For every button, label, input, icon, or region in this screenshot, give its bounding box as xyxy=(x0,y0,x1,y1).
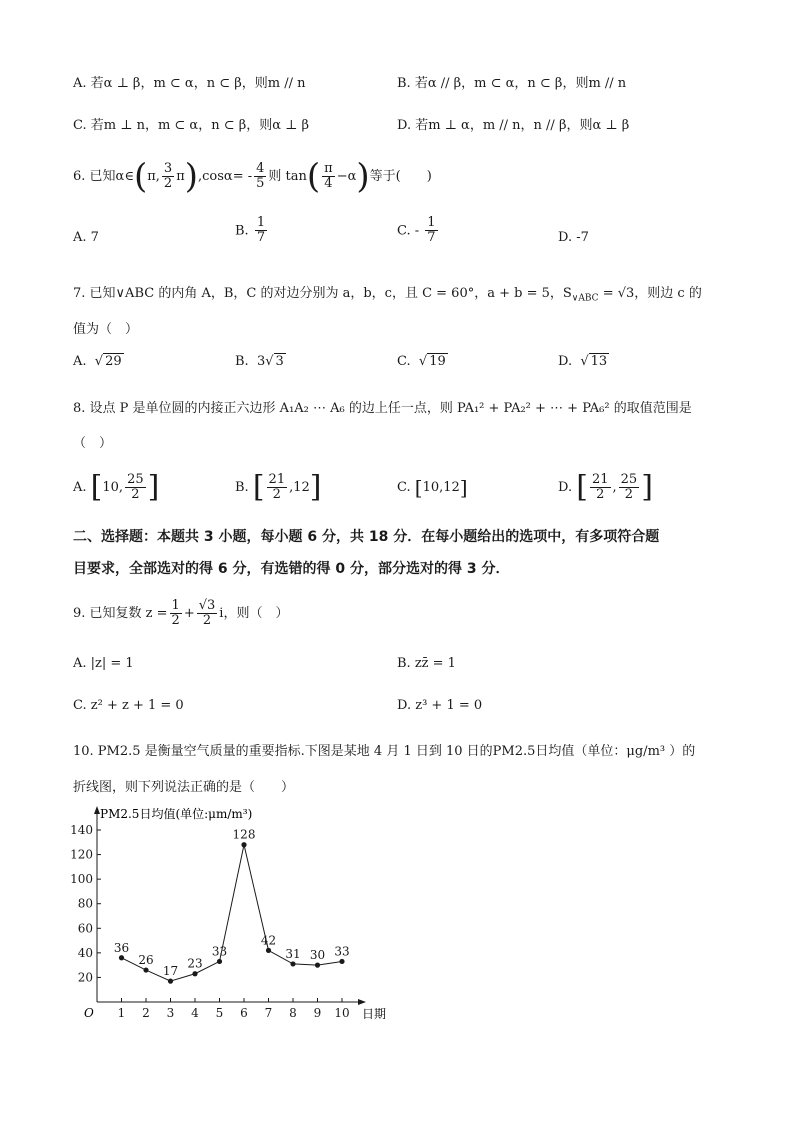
q6-stem xyxy=(73,154,432,200)
q8-d-fraction2 xyxy=(619,473,640,503)
q6-fraction-3-2 xyxy=(162,162,174,192)
q6-f1-den: 2 xyxy=(163,176,173,191)
x-tick-label: 9 xyxy=(313,1006,322,1020)
q8-c-bracket-close: ] xyxy=(459,475,468,500)
chart-series xyxy=(114,828,350,984)
q7-d-val: 13 xyxy=(590,354,608,369)
q8-d-bracket-close: ] xyxy=(641,469,653,505)
q7-line1-text: 7. 已知∨ABC 的内角 A，B，C 的对边分别为 a，b，c，且 C = 60°，a + b = 5，S xyxy=(73,286,572,301)
q8-option-c xyxy=(397,466,468,510)
q8-stem-line2: （ ） xyxy=(73,436,113,451)
y-tick-label: 40 xyxy=(77,945,93,960)
q7-a-val: 29 xyxy=(105,354,122,369)
q6-option-d: D. -7 xyxy=(558,230,589,245)
q7-b-pre: 3 xyxy=(256,354,266,369)
chart-axes xyxy=(94,806,366,1005)
q8-stem-line1: 8. 设点 P 是单位圆的内接正六边形 A₁A₂ ⋯ A₆ 的边上任一点，则 PA₁² + PA₂² + ⋯ + PA₆² 的取值范围是 xyxy=(73,401,692,416)
q6-c-fraction xyxy=(425,216,437,246)
q6-f1-after: π xyxy=(176,169,185,184)
q6-f1-num: 3 xyxy=(163,160,173,176)
data-label: 36 xyxy=(113,940,130,955)
q8-c-val: 10,12 xyxy=(422,480,460,495)
y-tick-label: 140 xyxy=(70,823,93,837)
q6-minus-alpha: −α xyxy=(336,169,357,184)
q5-option-a: A. 若α ⊥ β，m ⊂ α，n ⊂ β，则m // n xyxy=(73,76,306,91)
data-label: 33 xyxy=(211,944,228,959)
q8-b-right: ,12 xyxy=(289,480,310,495)
y-tick-label: 60 xyxy=(77,921,93,936)
q7-b-label: B. xyxy=(235,354,249,369)
data-label: 128 xyxy=(232,827,256,842)
q9-prefix: 9. 已知复数 z = xyxy=(73,606,168,621)
q6-b-fraction xyxy=(255,216,267,246)
q5-option-c: C. 若m ⊥ n，m ⊂ α，n ⊂ β，则α ⊥ β xyxy=(73,118,310,133)
x-tick-label: 10 xyxy=(334,1006,350,1020)
q8-b-bracket-open: [ xyxy=(252,469,265,505)
q6-prefix: 6. 已知α∈ xyxy=(73,169,134,184)
q8-d-fraction1 xyxy=(590,473,611,503)
q7-d-label: D. xyxy=(558,354,573,369)
data-point xyxy=(315,963,320,968)
q8-a-num: 25 xyxy=(127,471,144,487)
q9-option-a: A. |z| = 1 xyxy=(73,656,134,671)
q6-c-label: C. - xyxy=(397,223,420,239)
data-label: 23 xyxy=(187,956,203,971)
q9-fraction-1-2 xyxy=(170,599,182,629)
q8-b-label: B. xyxy=(235,480,249,495)
q6-paren-close: ) xyxy=(184,156,198,197)
q7-stem-line1 xyxy=(73,282,702,304)
q7-option-a: A. √ 29 xyxy=(73,354,122,369)
x-tick-label: 6 xyxy=(240,1006,248,1020)
q6-fraction-4-5 xyxy=(254,162,266,192)
q7-subscript: ∨ABC xyxy=(571,293,599,304)
q9-option-d: D. z³ + 1 = 0 xyxy=(397,698,483,713)
q7-stem-line2: 值为（ ） xyxy=(73,322,139,337)
q7-option-b: B. 3√ 3 xyxy=(235,354,284,369)
q6-f3-den: 4 xyxy=(324,176,333,191)
chart-origin-label: O xyxy=(84,1006,94,1020)
q6-interval-left: π, xyxy=(147,169,160,184)
data-label: 30 xyxy=(309,948,326,963)
q8-b-num: 21 xyxy=(268,471,286,487)
q9-stem xyxy=(73,594,288,634)
data-point xyxy=(143,967,148,972)
data-label: 26 xyxy=(138,953,154,968)
x-tick-label: 1 xyxy=(117,1006,126,1020)
q6-f2-den: 5 xyxy=(256,176,265,191)
q6-b-num: 1 xyxy=(256,215,266,230)
data-label: 17 xyxy=(162,964,179,979)
q8-option-a xyxy=(73,466,159,510)
q6-tan: 则 tan xyxy=(268,169,307,184)
data-label: 31 xyxy=(285,946,301,961)
pm25-line-chart xyxy=(60,800,400,1030)
q8-a-den: 2 xyxy=(131,487,140,502)
q7-b-val: 3 xyxy=(275,354,284,369)
q6-option-c xyxy=(397,216,440,246)
q6-fraction-pi-4 xyxy=(322,162,335,192)
q7-c-label: C. xyxy=(397,354,411,369)
q8-b-bracket-close: ] xyxy=(309,469,322,505)
q8-option-b xyxy=(235,466,322,510)
q6-paren2-open: ( xyxy=(306,156,321,197)
q7-a-label: A. xyxy=(73,354,87,369)
q6-b-den: 7 xyxy=(256,230,266,246)
q8-c-label: C. xyxy=(397,480,411,495)
data-point xyxy=(119,955,124,960)
x-tick-label: 3 xyxy=(166,1006,175,1020)
q6-c-den: 7 xyxy=(427,230,436,246)
q6-f2-num: 4 xyxy=(256,160,265,176)
q8-d-num1: 21 xyxy=(591,471,609,487)
data-point xyxy=(266,948,271,953)
section2-heading-line2: 目要求，全部选对的得 6 分，有选错的得 0 分，部分选对的得 3 分． xyxy=(73,561,510,577)
x-tick-label: 8 xyxy=(289,1006,297,1020)
data-label: 33 xyxy=(334,944,350,959)
q8-d-den1: 2 xyxy=(596,487,605,502)
data-label: 42 xyxy=(260,933,277,948)
q8-a-bracket-open: [ xyxy=(90,469,103,505)
x-tick-label: 4 xyxy=(191,1006,199,1020)
section2-heading-line1: 二、选择题：本题共 3 小题，每小题 6 分，共 18 分．在每小题给出的选项中，有多项符合题 xyxy=(73,529,660,545)
q6-f3-num: π xyxy=(324,160,333,176)
q8-a-label: A. xyxy=(73,480,87,495)
q8-option-d: D. [ $\frac{21}{2}$ , $\frac{25}{2}$ ] xyxy=(558,469,653,505)
x-axis-arrow xyxy=(358,999,366,1005)
q6-option-a: A. 7 xyxy=(73,230,99,245)
q9-suffix: i，则（ ） xyxy=(219,606,289,621)
data-point xyxy=(217,959,222,964)
data-point xyxy=(339,959,344,964)
q5-option-b: B. 若α // β，m ⊂ α，n ⊂ β，则m // n xyxy=(397,76,627,91)
q7-option-c: C. √ 19 xyxy=(397,354,446,369)
x-tick-label: 2 xyxy=(142,1006,150,1020)
q8-d-num2: 25 xyxy=(620,471,638,487)
q7-c-val: 19 xyxy=(429,354,446,369)
q6-b-label: B. xyxy=(235,223,249,239)
chart-title: PM2.5日均值(单位:μm/m³) xyxy=(100,807,253,821)
data-point xyxy=(168,979,173,984)
data-point xyxy=(241,842,246,847)
q9-f1-den: 2 xyxy=(171,613,180,628)
q6-cos: ,cosα= - xyxy=(198,169,253,184)
q8-b-fraction xyxy=(267,473,288,503)
q8-d-label: D. xyxy=(558,480,573,495)
q9-f2-den: 2 xyxy=(202,613,212,628)
y-tick-label: 80 xyxy=(77,896,93,911)
q7-option-d: D. √ 13 xyxy=(558,354,608,369)
y-tick-label: 100 xyxy=(70,872,93,887)
q9-option-b: B. zz̄ = 1 xyxy=(397,656,456,671)
q6-paren2-close: ) xyxy=(356,156,370,197)
q9-plus: + xyxy=(183,606,195,621)
q8-c-bracket-open: [ xyxy=(414,475,423,500)
chart-xlabel: 日期 xyxy=(362,1007,387,1021)
data-point xyxy=(192,971,197,976)
q6-option-b xyxy=(235,216,269,246)
y-tick-label: 20 xyxy=(77,970,93,985)
x-tick-label: 5 xyxy=(215,1006,224,1020)
q10-stem-line1: 10. PM2.5 是衡量空气质量的重要指标.下图是某地 4 月 1 日到 10 日的PM2.5日均值（单位：μg/m³ ）的 xyxy=(73,744,696,759)
q9-f2-num: √3 xyxy=(198,597,216,613)
q8-a-fraction xyxy=(125,473,146,503)
data-point xyxy=(290,961,295,966)
q6-c-num: 1 xyxy=(427,215,436,230)
x-tick-label: 7 xyxy=(264,1006,273,1020)
q8-a-bracket-close: ] xyxy=(147,469,160,505)
q8-d-den2: 2 xyxy=(624,487,634,502)
q8-b-den: 2 xyxy=(272,487,281,502)
q6-suffix: 等于( ) xyxy=(369,169,432,184)
q6-paren-open: ( xyxy=(133,156,148,197)
q9-fraction-sqrt3-2 xyxy=(197,599,218,629)
q8-a-left: 10, xyxy=(102,480,124,495)
q5-option-d: D. 若m ⊥ α，m // n，n // β，则α ⊥ β xyxy=(397,118,630,133)
q10-stem-line2: 折线图，则下列说法正确的是（ ） xyxy=(73,780,295,795)
chart-ticks xyxy=(70,823,350,1020)
q8-d-bracket-open: [ xyxy=(576,469,588,505)
q9-option-c: C. z² + z + 1 = 0 xyxy=(73,698,184,713)
q9-f1-num: 1 xyxy=(171,597,180,613)
y-tick-label: 120 xyxy=(70,847,93,862)
q7-line1-end: = √3，则边 c 的 xyxy=(598,286,702,301)
